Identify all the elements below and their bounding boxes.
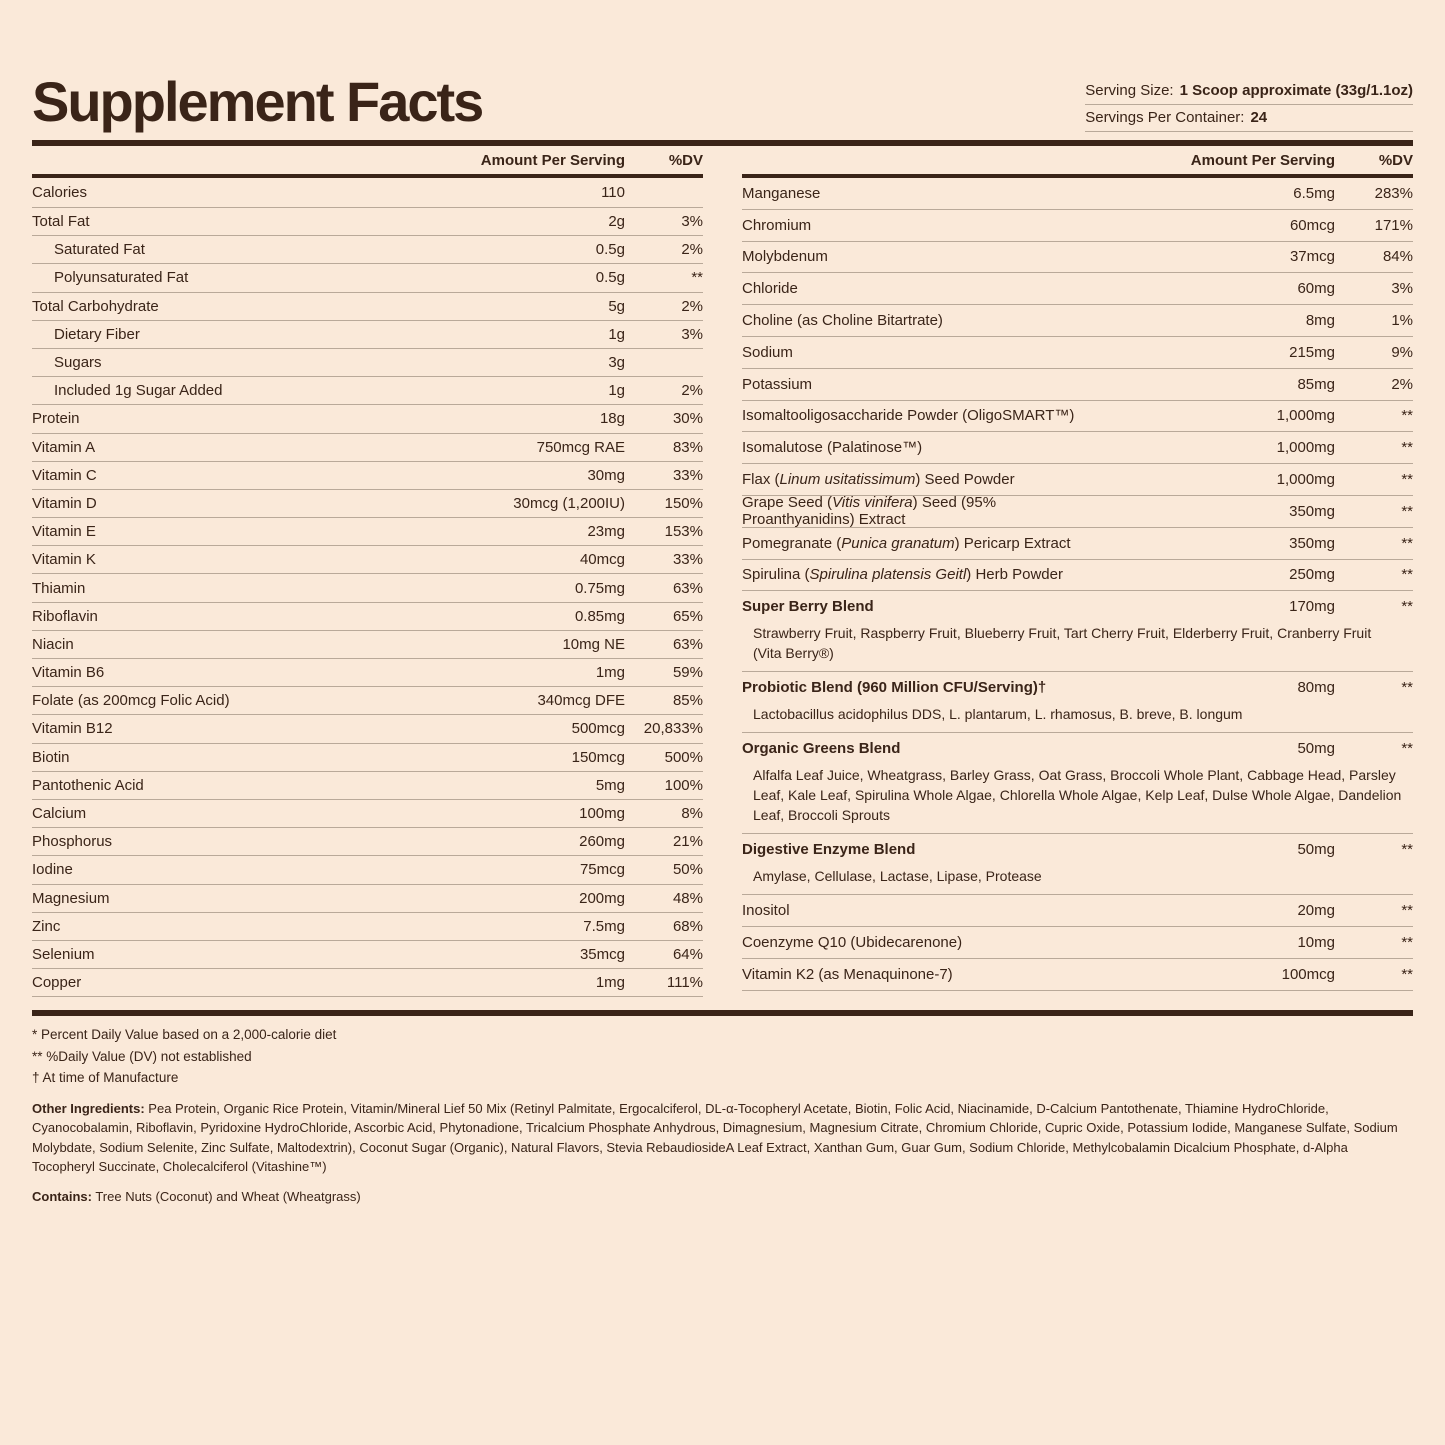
blend-block bbox=[742, 834, 1413, 895]
nutrient-row bbox=[742, 528, 1413, 560]
nutrient-name: Magnesium bbox=[32, 889, 110, 907]
nutrient-row bbox=[32, 574, 703, 602]
nutrient-row bbox=[32, 434, 703, 462]
amount-header: Amount Per Serving bbox=[480, 151, 625, 169]
nutrient-name: Molybdenum bbox=[742, 248, 828, 266]
nutrient-row bbox=[32, 490, 703, 518]
nutrient-row bbox=[32, 969, 703, 997]
nutrient-name: Thiamin bbox=[32, 579, 86, 597]
nutrient-dv: 84% bbox=[1382, 248, 1413, 266]
nutrient-amount: 1,000mg bbox=[1276, 407, 1335, 425]
nutrient-row bbox=[742, 242, 1413, 274]
footnote: † At time of Manufacture bbox=[32, 1070, 179, 1085]
nutrient-dv: ** bbox=[1401, 407, 1413, 425]
name-prefix: Flax ( bbox=[742, 471, 780, 489]
nutrient-dv: 2% bbox=[681, 297, 703, 315]
name-prefix: Pomegranate ( bbox=[742, 534, 842, 552]
nutrient-amount: 340mcg DFE bbox=[537, 692, 625, 710]
latin-name: Vitis vinifera bbox=[832, 494, 913, 512]
nutrient-name: Total Fat bbox=[32, 213, 90, 231]
nutrient-row bbox=[32, 462, 703, 490]
nutrient-amount: 1g bbox=[608, 382, 625, 400]
nutrient-amount: 0.75mg bbox=[574, 579, 625, 597]
nutrient-amount: 0.85mg bbox=[574, 607, 625, 625]
nutrient-row bbox=[742, 337, 1413, 369]
nutrient-row bbox=[742, 895, 1413, 927]
nutrient-dv: 68% bbox=[672, 917, 703, 935]
left-column bbox=[32, 146, 703, 997]
nutrient-name: Manganese bbox=[742, 184, 821, 202]
nutrient-row bbox=[32, 772, 703, 800]
blend-header bbox=[742, 739, 1413, 757]
dv-header: %DV bbox=[1378, 151, 1413, 169]
nutrient-dv: 85% bbox=[672, 692, 703, 710]
nutrient-name: Phosphorus bbox=[32, 833, 113, 851]
nutrient-row bbox=[742, 210, 1413, 242]
blend-name: Super Berry Blend bbox=[742, 597, 874, 615]
nutrient-amount: 1mg bbox=[595, 974, 625, 992]
nutrient-dv: 20,833% bbox=[643, 720, 703, 738]
nutrient-row bbox=[742, 560, 1413, 592]
blend-amount: 170mg bbox=[1289, 597, 1335, 615]
servings-per-container: Servings Per Container: 24 bbox=[1085, 105, 1413, 132]
nutrient-amount: 5mg bbox=[595, 776, 625, 794]
nutrient-dv: 150% bbox=[664, 494, 703, 512]
nutrient-name bbox=[742, 494, 1095, 528]
nutrient-row bbox=[32, 518, 703, 546]
footnotes bbox=[32, 1024, 1413, 1206]
nutrient-row bbox=[32, 293, 703, 321]
amount-header: Amount Per Serving bbox=[1190, 151, 1335, 169]
nutrient-row bbox=[32, 546, 703, 574]
nutrient-name: Included 1g Sugar Added bbox=[54, 382, 223, 400]
nutrient-dv: 2% bbox=[681, 241, 703, 259]
blend-dv: ** bbox=[1401, 678, 1413, 696]
nutrient-amount: 8mg bbox=[1305, 312, 1335, 330]
nutrient-name: Sugars bbox=[54, 354, 102, 372]
nutrient-row bbox=[32, 828, 703, 856]
name-suffix: ) Pericarp Extract bbox=[954, 534, 1071, 552]
nutrient-name: Iodine bbox=[32, 861, 73, 879]
nutrient-amount: 100mcg bbox=[1281, 965, 1335, 983]
nutrient-name: Vitamin E bbox=[32, 523, 96, 541]
nutrient-row bbox=[32, 687, 703, 715]
nutrient-amount: 6.5mg bbox=[1293, 184, 1335, 202]
nutrient-dv: ** bbox=[1401, 902, 1413, 920]
nutrient-dv: 8% bbox=[681, 805, 703, 823]
nutrient-dv: 33% bbox=[672, 551, 703, 569]
blend-amount: 50mg bbox=[1297, 840, 1335, 858]
nutrient-dv: 283% bbox=[1374, 184, 1413, 202]
nutrient-row bbox=[32, 349, 703, 377]
nutrient-row bbox=[742, 464, 1413, 496]
nutrient-amount: 30mg bbox=[587, 466, 625, 484]
blend-ingredients: Strawberry Fruit, Raspberry Fruit, Blueberry Fruit, Tart Cherry Fruit, Elderberry Fruit, Cranberry Fruit (Vita Berry®) bbox=[753, 625, 1372, 662]
nutrient-dv: 3% bbox=[681, 325, 703, 343]
nutrient-row bbox=[32, 321, 703, 349]
nutrient-name: Vitamin B6 bbox=[32, 664, 105, 682]
nutrient-name: Riboflavin bbox=[32, 607, 98, 625]
nutrient-dv: ** bbox=[1401, 934, 1413, 952]
blend-dv: ** bbox=[1401, 739, 1413, 757]
nutrient-name: Vitamin K2 (as Menaquinone-7) bbox=[742, 965, 953, 983]
blend-ingredients: Lactobacillus acidophilus DDS, L. plantarum, L. rhamosus, B. breve, B. longum bbox=[753, 706, 1243, 723]
nutrient-amount: 10mg bbox=[1297, 934, 1335, 952]
nutrient-dv: 100% bbox=[664, 776, 703, 794]
nutrient-dv: 65% bbox=[672, 607, 703, 625]
nutrient-row bbox=[32, 208, 703, 236]
nutrient-dv: 48% bbox=[672, 889, 703, 907]
nutrient-dv: 171% bbox=[1374, 216, 1413, 234]
blend-block bbox=[742, 672, 1413, 733]
nutrient-row bbox=[32, 885, 703, 913]
blend-dv: ** bbox=[1401, 597, 1413, 615]
nutrient-row bbox=[32, 715, 703, 743]
nutrient-amount: 35mcg bbox=[579, 945, 625, 963]
nutrient-dv: ** bbox=[1401, 534, 1413, 552]
nutrient-amount: 0.5g bbox=[595, 269, 625, 287]
nutrient-dv: 63% bbox=[672, 635, 703, 653]
nutrient-row bbox=[742, 305, 1413, 337]
nutrient-name bbox=[742, 535, 1095, 552]
footnote: * Percent Daily Value based on a 2,000-calorie diet bbox=[32, 1027, 337, 1042]
nutrient-amount: 100mg bbox=[579, 805, 625, 823]
nutrient-amount: 2g bbox=[608, 213, 625, 231]
nutrient-amount: 500mcg bbox=[571, 720, 625, 738]
nutrient-dv: 153% bbox=[664, 523, 703, 541]
blend-amount: 50mg bbox=[1297, 739, 1335, 757]
nutrient-row bbox=[32, 377, 703, 405]
nutrient-dv: 500% bbox=[664, 748, 703, 766]
nutrient-row bbox=[742, 178, 1413, 210]
nutrient-row bbox=[32, 264, 703, 292]
contains-allergens: Contains: Tree Nuts (Coconut) and Wheat (Wheatgrass) bbox=[32, 1188, 361, 1204]
blend-dv: ** bbox=[1401, 840, 1413, 858]
blend-header bbox=[742, 840, 1413, 858]
nutrient-amount: 75mcg bbox=[579, 861, 625, 879]
blend-block bbox=[742, 733, 1413, 834]
blend-ingredients: Alfalfa Leaf Juice, Wheatgrass, Barley Grass, Oat Grass, Broccoli Whole Plant, Cabbage Head, Parsley Leaf, Kale Leaf, Spirulina Whole Algae, Chlorella Whole Algae, Kelp Leaf, Dulse Whole Algae, Dandelion Leaf, Broccoli Sprouts bbox=[753, 767, 1402, 824]
nutrient-amount: 40mcg bbox=[579, 551, 625, 569]
nutrient-dv: ** bbox=[1401, 502, 1413, 520]
nutrient-amount: 1,000mg bbox=[1276, 471, 1335, 489]
nutrient-name: Saturated Fat bbox=[54, 241, 145, 259]
nutrient-row bbox=[742, 369, 1413, 401]
nutrient-name: Zinc bbox=[32, 917, 61, 935]
nutrient-amount: 30mcg (1,200IU) bbox=[513, 494, 625, 512]
serving-size: Serving Size: 1 Scoop approximate (33g/1.1oz) bbox=[1085, 78, 1413, 105]
dv-header: %DV bbox=[668, 151, 703, 169]
nutrient-name: Isomalutose (Palatinose™) bbox=[742, 439, 923, 457]
nutrient-dv: ** bbox=[691, 269, 703, 287]
nutrient-row bbox=[32, 236, 703, 264]
nutrient-amount: 1mg bbox=[595, 664, 625, 682]
nutrient-row bbox=[32, 913, 703, 941]
nutrient-row bbox=[742, 959, 1413, 991]
nutrient-row bbox=[32, 800, 703, 828]
right-column-header bbox=[742, 146, 1413, 178]
nutrient-name: Folate (as 200mcg Folic Acid) bbox=[32, 692, 230, 710]
nutrient-name: Biotin bbox=[32, 748, 70, 766]
nutrient-amount: 23mg bbox=[587, 523, 625, 541]
nutrient-amount: 350mg bbox=[1289, 502, 1335, 520]
name-suffix: ) Herb Powder bbox=[966, 566, 1063, 584]
nutrient-amount: 1,000mg bbox=[1276, 439, 1335, 457]
latin-name: Spirulina platensis Geitl bbox=[809, 566, 967, 584]
nutrient-amount: 7.5mg bbox=[583, 917, 625, 935]
nutrient-dv: 21% bbox=[672, 833, 703, 851]
latin-name: Linum usitatissimum bbox=[779, 471, 916, 489]
blend-name: Digestive Enzyme Blend bbox=[742, 840, 916, 858]
nutrient-name: Coenzyme Q10 (Ubidecarenone) bbox=[742, 934, 963, 952]
nutrient-amount: 18g bbox=[599, 410, 625, 428]
nutrient-name: Inositol bbox=[742, 902, 790, 920]
blend-header bbox=[742, 597, 1413, 615]
nutrient-row bbox=[32, 659, 703, 687]
nutrient-name: Total Carbohydrate bbox=[32, 297, 159, 315]
nutrient-name: Polyunsaturated Fat bbox=[54, 269, 189, 287]
nutrient-amount: 350mg bbox=[1289, 534, 1335, 552]
blend-amount: 80mg bbox=[1297, 678, 1335, 696]
nutrient-amount: 260mg bbox=[579, 833, 625, 851]
blend-name: Probiotic Blend (960 Million CFU/Serving)† bbox=[742, 678, 1047, 696]
name-suffix: ) Seed (95% Proanthyanidins) Extract bbox=[742, 494, 997, 529]
serving-info bbox=[1085, 78, 1413, 132]
nutrient-amount: 200mg bbox=[579, 889, 625, 907]
nutrient-row bbox=[742, 273, 1413, 305]
nutrient-amount: 3g bbox=[608, 354, 625, 372]
nutrient-name: Sodium bbox=[742, 343, 793, 361]
nutrient-dv: 3% bbox=[681, 213, 703, 231]
nutrient-dv: 83% bbox=[672, 438, 703, 456]
nutrient-row bbox=[32, 856, 703, 884]
other-ingredients: Other Ingredients: Pea Protein, Organic Rice Protein, Vitamin/Mineral Lief 50 Mix (Retinyl Palmitate, Ergocalciferol, DL-α-Tocopheryl Acetate, Biotin, Folic Acid, Niacinamide, D-Calcium Pantothenate, Thiamine HydroChloride, Cyanocobalamin, Riboflavin, Pyridoxine HydroChloride, Ascorbic Acid, Phytonadione, Tricalcium Phosphate Anhydrous, Dimagnesium, Magnesium Citrate, Chromium Chloride, Cupric Oxide, Potassium Iodide, Manganese Sulfate, Sodium Molybdate, Sodium Selenite, Zinc Sulfate, Maltodextrin), Coconut Sugar (Organic), Natural Flavors, Stevia RebaudiosideA Leaf Extract, Xanthan Gum, Guar Gum, Sodium Chloride, Methylcobalamin Dicalcium Phosphate, d-Alpha Tocopheryl Succinate, Cholecalciferol (Vitashine™) bbox=[32, 1100, 1398, 1174]
latin-name: Punica granatum bbox=[841, 534, 955, 552]
nutrient-amount: 215mg bbox=[1289, 343, 1335, 361]
nutrient-amount: 150mcg bbox=[571, 748, 625, 766]
nutrient-dv: 111% bbox=[666, 974, 703, 992]
nutrient-row bbox=[742, 927, 1413, 959]
nutrient-dv: 1% bbox=[1391, 312, 1413, 330]
nutrient-row bbox=[742, 401, 1413, 433]
nutrient-dv: 59% bbox=[672, 664, 703, 682]
nutrient-amount: 60mcg bbox=[1289, 216, 1335, 234]
nutrient-name: Niacin bbox=[32, 635, 74, 653]
nutrient-dv: 64% bbox=[672, 945, 703, 963]
nutrient-name: Vitamin K bbox=[32, 551, 96, 569]
nutrient-name: Chloride bbox=[742, 280, 798, 298]
nutrient-name: Vitamin C bbox=[32, 466, 97, 484]
nutrient-dv: ** bbox=[1401, 471, 1413, 489]
nutrient-row bbox=[32, 405, 703, 433]
nutrient-dv: 63% bbox=[672, 579, 703, 597]
right-column bbox=[742, 146, 1413, 991]
name-prefix: Spirulina ( bbox=[742, 566, 810, 584]
nutrient-dv: ** bbox=[1401, 566, 1413, 584]
nutrient-row bbox=[32, 603, 703, 631]
nutrient-dv: ** bbox=[1401, 439, 1413, 457]
nutrient-name: Chromium bbox=[742, 216, 812, 234]
nutrient-amount: 750mcg RAE bbox=[536, 438, 625, 456]
nutrient-amount: 60mg bbox=[1297, 280, 1335, 298]
nutrient-name: Dietary Fiber bbox=[54, 325, 140, 343]
nutrient-amount: 10mg NE bbox=[562, 635, 625, 653]
nutrient-amount: 0.5g bbox=[595, 241, 625, 259]
page-title: Supplement Facts bbox=[32, 70, 483, 133]
footnote: ** %Daily Value (DV) not established bbox=[32, 1048, 252, 1064]
nutrient-amount: 5g bbox=[608, 297, 625, 315]
nutrient-dv: 2% bbox=[1391, 375, 1413, 393]
nutrient-name: Pantothenic Acid bbox=[32, 776, 144, 794]
nutrient-dv: 2% bbox=[681, 382, 703, 400]
nutrient-dv: 50% bbox=[672, 861, 703, 879]
nutrient-name: Calcium bbox=[32, 805, 87, 823]
nutrient-dv: 9% bbox=[1391, 343, 1413, 361]
nutrient-name: Vitamin D bbox=[32, 494, 97, 512]
name-suffix: ) Seed Powder bbox=[915, 471, 1015, 489]
nutrient-amount: 1g bbox=[608, 325, 625, 343]
nutrient-name: Isomaltooligosaccharide Powder (OligoSMART™) bbox=[742, 407, 1075, 425]
nutrient-name: Vitamin B12 bbox=[32, 720, 113, 738]
name-prefix: Grape Seed ( bbox=[742, 494, 833, 512]
nutrient-dv: 3% bbox=[1391, 280, 1413, 298]
blend-header bbox=[742, 678, 1413, 696]
nutrient-amount: 110 bbox=[601, 184, 625, 201]
blend-ingredients: Amylase, Cellulase, Lactase, Lipase, Protease bbox=[753, 868, 1042, 885]
nutrient-name: Choline (as Choline Bitartrate) bbox=[742, 312, 943, 330]
nutrient-name: Copper bbox=[32, 974, 82, 992]
nutrient-row bbox=[742, 432, 1413, 464]
nutrient-amount: 20mg bbox=[1297, 902, 1335, 920]
nutrient-amount: 85mg bbox=[1297, 375, 1335, 393]
nutrient-amount: 250mg bbox=[1289, 566, 1335, 584]
blend-block bbox=[742, 591, 1413, 672]
nutrient-amount: 37mcg bbox=[1289, 248, 1335, 266]
nutrient-name bbox=[742, 566, 1095, 583]
nutrient-name: Protein bbox=[32, 410, 80, 428]
nutrient-row bbox=[32, 941, 703, 969]
nutrient-row bbox=[32, 744, 703, 772]
nutrient-name: Vitamin A bbox=[32, 438, 96, 456]
nutrient-dv: 30% bbox=[672, 410, 703, 428]
left-column-header bbox=[32, 146, 703, 178]
bottom-divider bbox=[32, 1010, 1413, 1016]
nutrient-row bbox=[32, 178, 703, 208]
nutrient-dv: ** bbox=[1401, 965, 1413, 983]
blend-name: Organic Greens Blend bbox=[742, 739, 901, 757]
nutrient-name: Potassium bbox=[742, 375, 813, 393]
nutrient-name: Calories bbox=[32, 184, 88, 201]
nutrient-dv: 33% bbox=[672, 466, 703, 484]
nutrient-row bbox=[32, 631, 703, 659]
nutrient-row bbox=[742, 496, 1413, 528]
nutrient-name: Selenium bbox=[32, 945, 95, 963]
nutrient-name bbox=[742, 471, 1095, 488]
